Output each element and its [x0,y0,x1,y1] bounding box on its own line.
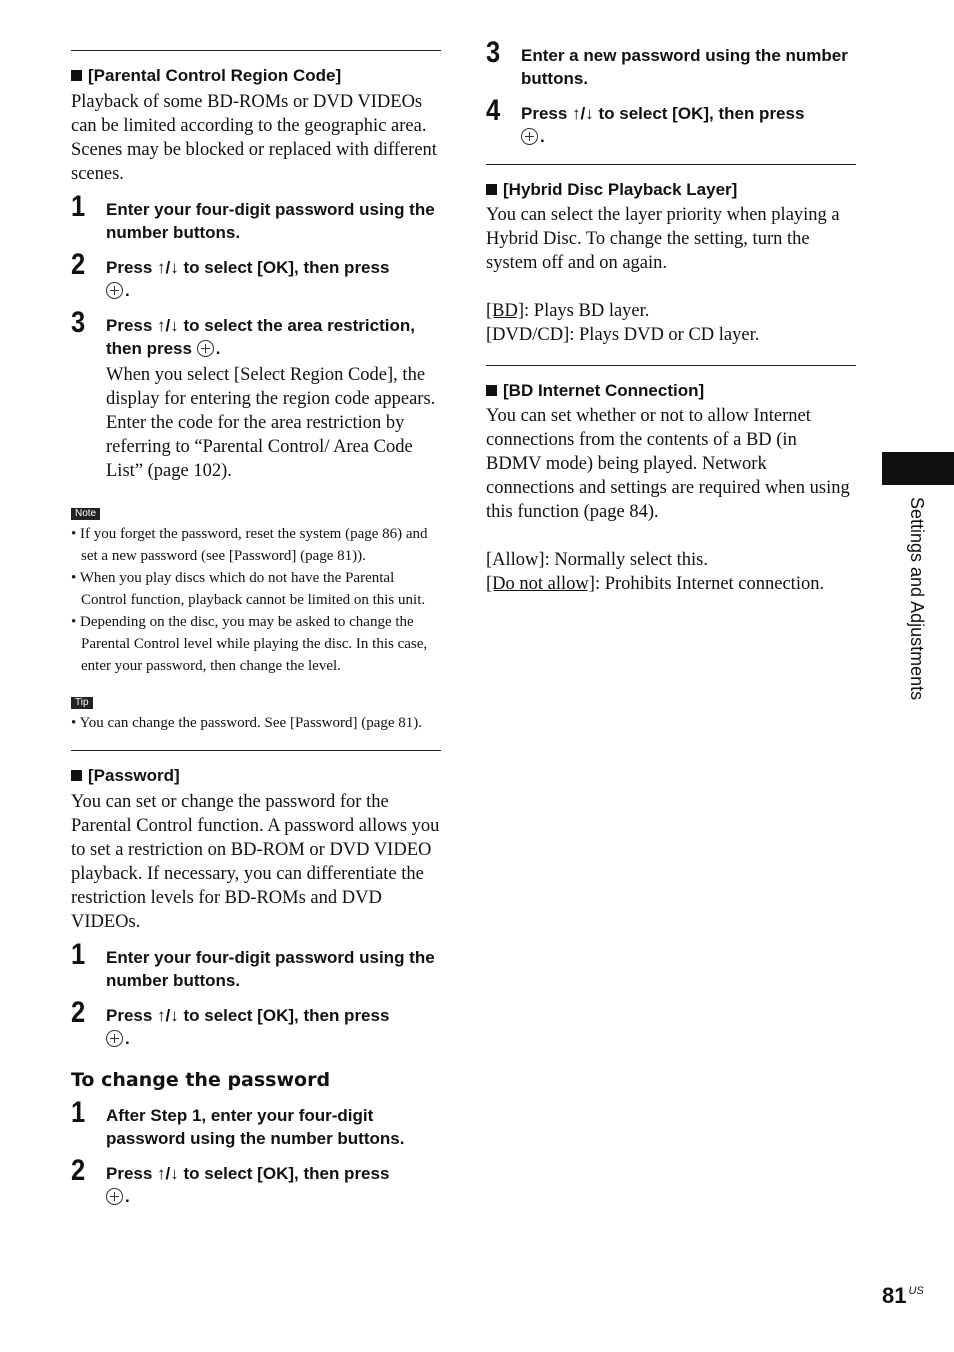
chapter-tab-label: Settings and Adjustments [907,497,927,701]
step-number: 3 [486,36,501,69]
hybrid-body: You can select the layer priority when playing a Hybrid Disc. To change the setting, turn the system off and on again. [486,205,840,273]
option-do-not-allow: [Do not allow]: Prohibits Internet connection. [486,574,825,594]
step-3 [71,308,441,360]
step-number: 2 [71,1154,86,1187]
step-2 [71,998,441,1050]
step-number: 1 [71,938,86,971]
section-heading-parental-region: [Parental Control Region Code] [71,65,441,87]
step-4 [486,96,856,148]
note-item: • If you forget the password, reset the system (page 86) and set a new password (see [Password] (page 81)). [71,526,428,564]
note-item: • Depending on the disc, you may be asked to change the Parental Control level while playing the disc. In this case, enter your password, then change the level. [71,614,428,674]
section-divider [486,365,856,366]
page-number: 81 $^{US}$ [882,1283,924,1308]
step-text: Enter your four-digit password using the number buttons. [106,948,435,990]
step-text: Press ↑/↓ to select [OK], then press . [106,1006,390,1048]
step-number: 3 [71,306,86,339]
step-text: Press ↑/↓ to select [OK], then press . [106,258,390,300]
section-divider [71,750,441,751]
enter-button-icon [521,128,538,145]
tip-badge: Tip [71,697,93,709]
step-description: When you select [Select Region Code], the display for entering the region code appears. Enter the code for the area restriction by referring to “Parental Control/ Area Code List” (page 102). [106,365,436,481]
step-text: Press ↑/↓ to select the area restriction, then press . [106,316,415,358]
step-number: 1 [71,190,86,223]
password-body: You can set or change the password for the Parental Control function. A password allows you to set a restriction on BD-ROM or DVD VIDEO playback. If necessary, you can differentiate the restriction levels for BD-ROMs and DVD VIDEOs. [71,792,440,932]
enter-button-icon [106,1030,123,1047]
section-heading-password: [Password] [71,765,441,787]
section-heading-hybrid: [Hybrid Disc Playback Layer] [486,179,856,201]
right-column [486,38,856,596]
step-text: Press ↑/↓ to select [OK], then press . [106,1164,390,1206]
step-3 [486,38,856,90]
chapter-tab-marker [882,452,954,485]
tip-item: • You can change the password. See [Password] (page 81). [71,715,423,731]
step-number: 2 [71,996,86,1029]
note-item: • When you play discs which do not have the Parental Control function, playback cannot be limited on this unit. [71,570,426,608]
bd-internet-options [486,548,856,596]
step-1 [71,940,441,992]
left-column [71,50,441,1208]
tip-block [71,692,441,734]
section-heading-bd-internet: [BD Internet Connection] [486,380,856,402]
section-divider [71,50,441,51]
parental-region-body: Playback of some BD-ROMs or DVD VIDEOs can be limited according to the geographic area. Scenes may be blocked or replaced with different scenes. [71,92,437,184]
note-badge: Note [71,508,100,520]
step-2 [71,1156,441,1208]
bd-internet-body: You can set whether or not to allow Internet connections from the contents of a BD (in BDMV mode) being played. Network connections and settings are required when using this function (page 84). [486,406,850,522]
step-text: Enter your four-digit password using the number buttons. [106,200,435,242]
enter-button-icon [197,340,214,357]
step-text: Press ↑/↓ to select [OK], then press . [521,104,805,146]
step-number: 2 [71,248,86,281]
enter-button-icon [106,1188,123,1205]
note-block [71,503,441,677]
step-number: 4 [486,94,501,127]
enter-button-icon [106,282,123,299]
step-number: 1 [71,1096,86,1129]
step-1 [71,1098,441,1150]
section-divider [486,164,856,165]
change-password-heading: To change the password [71,1069,331,1091]
option-allow: [Allow]: Normally select this. [486,550,708,570]
option-dvd-cd: [DVD/CD]: Plays DVD or CD layer. [486,325,760,345]
step-text: Enter a new password using the number buttons. [521,46,848,88]
step-2 [71,250,441,302]
step-1 [71,192,441,244]
hybrid-options [486,299,856,347]
step-text: After Step 1, enter your four-digit password using the number buttons. [106,1106,405,1148]
option-bd: [BD]: Plays BD layer. [486,301,650,321]
